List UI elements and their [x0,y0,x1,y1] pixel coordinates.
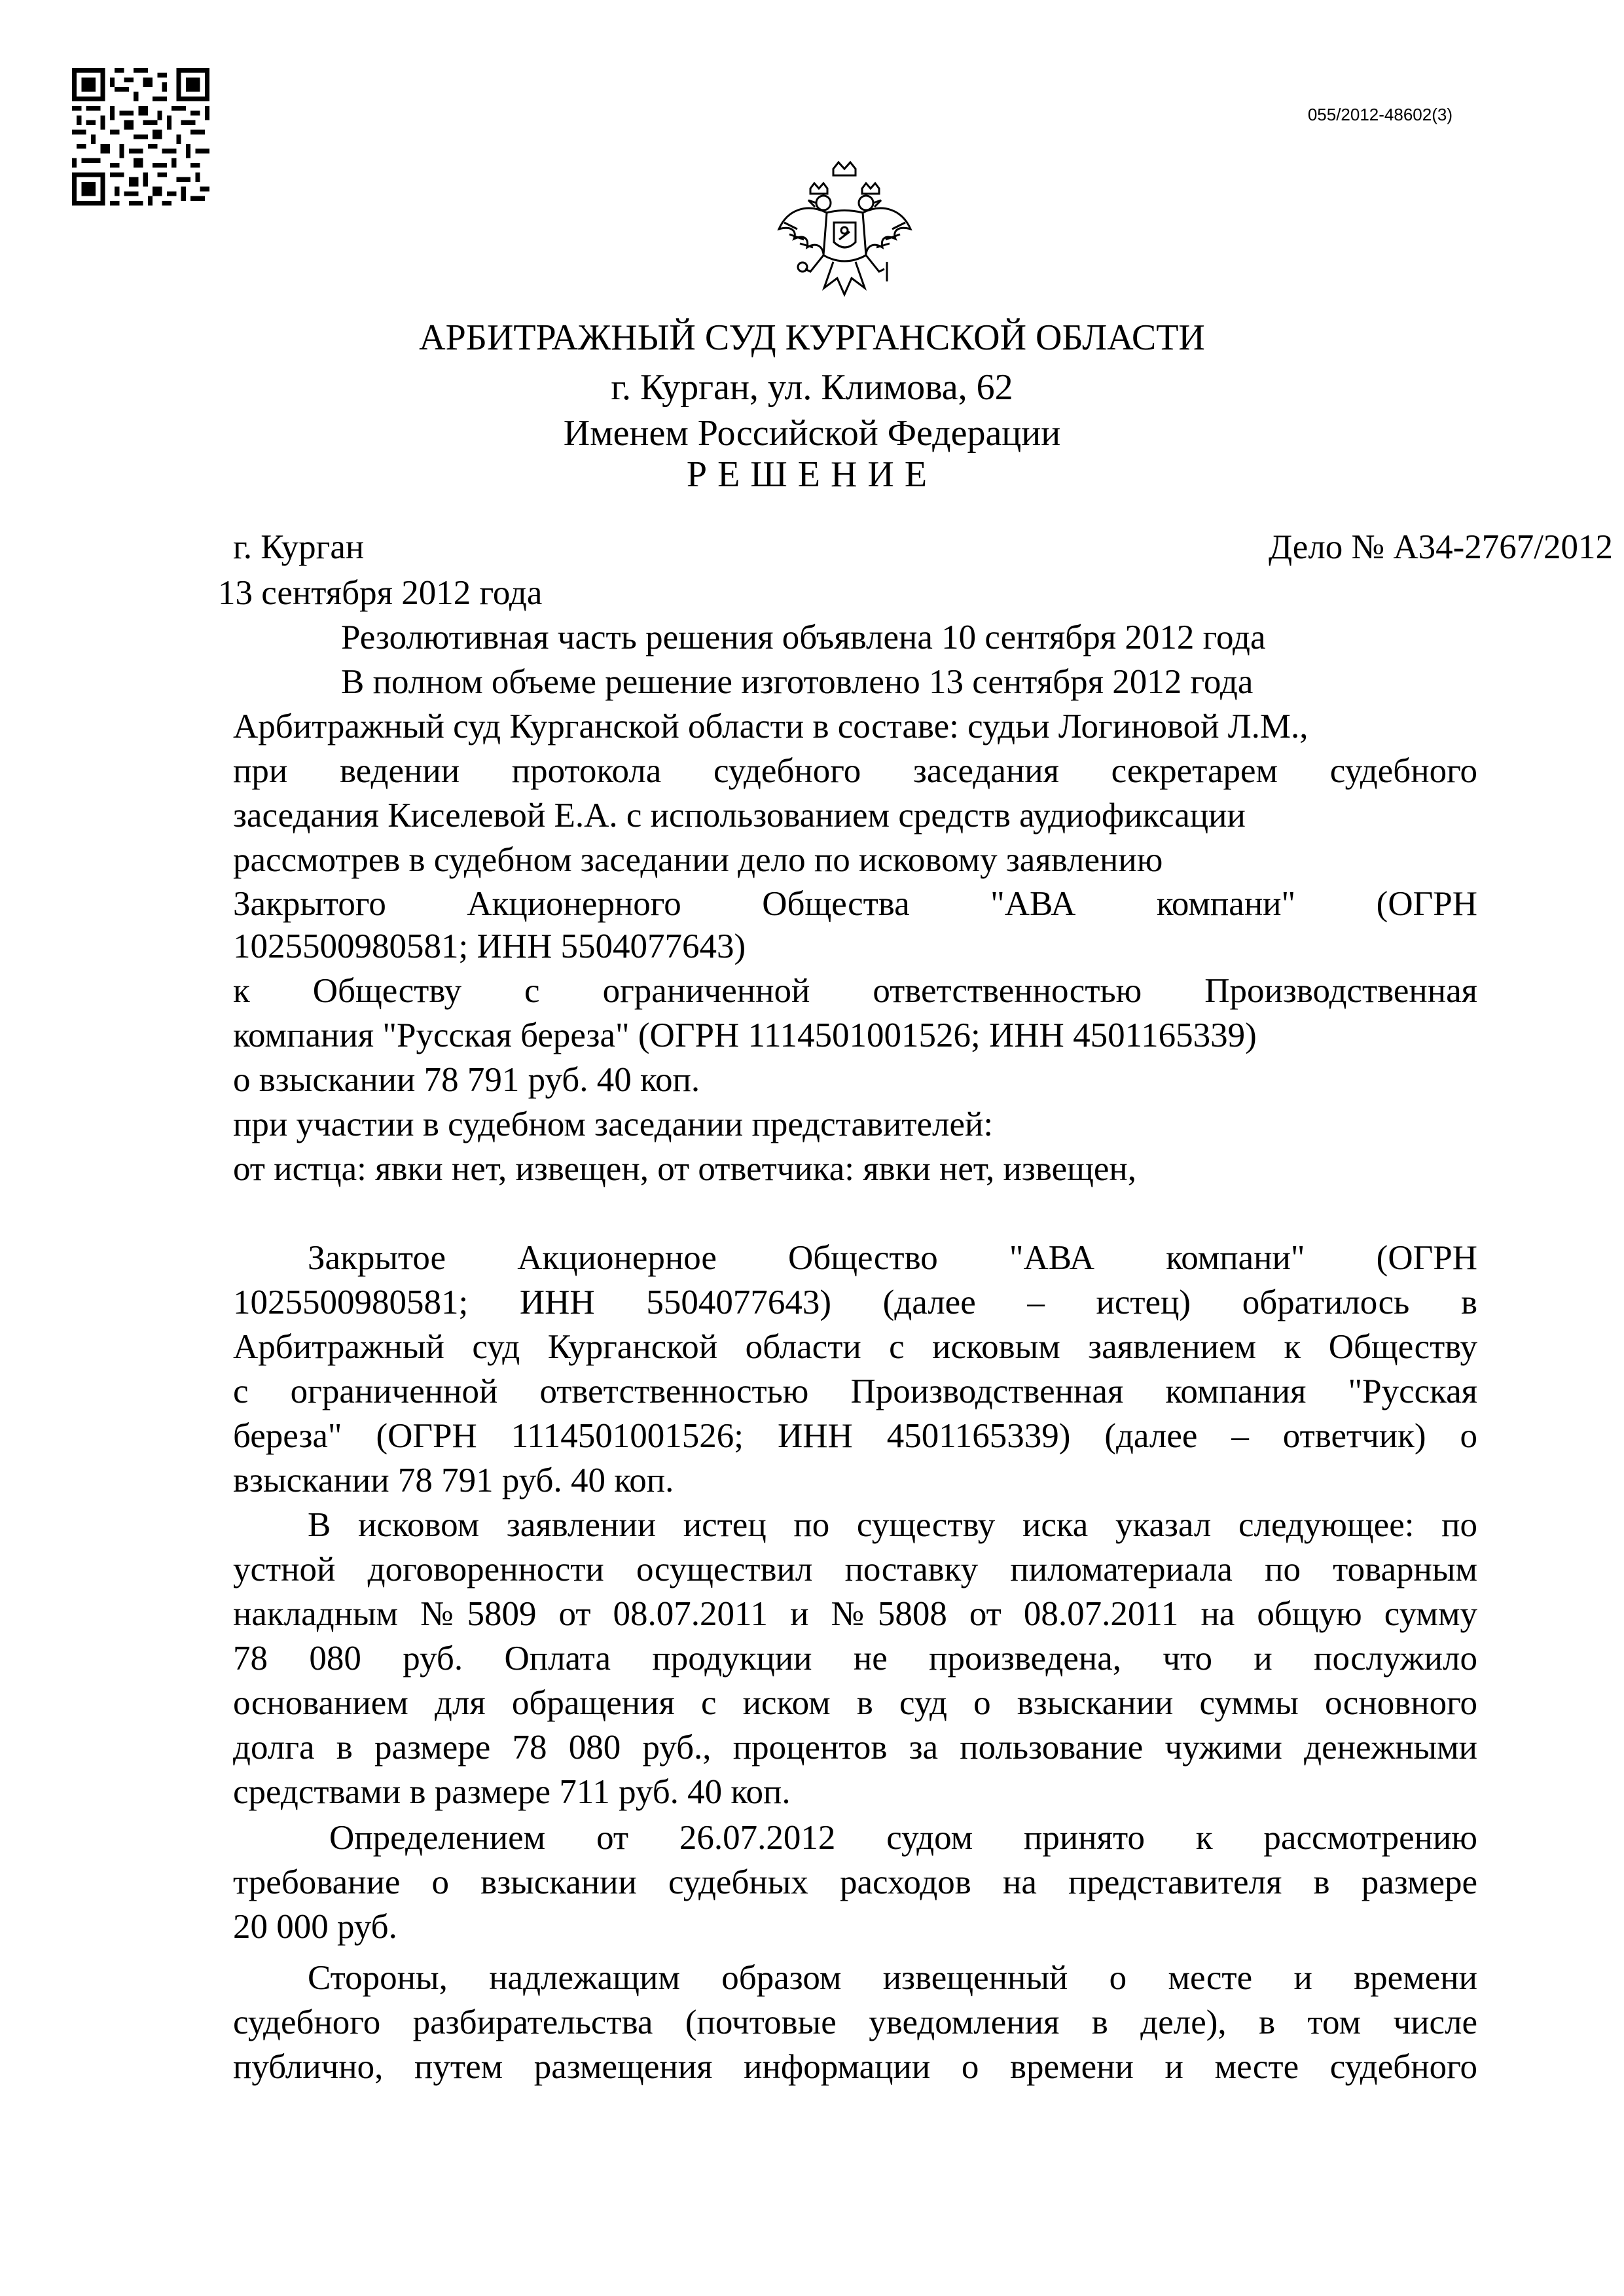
body-line: накладным №5809 от 08.07.2011 и №5808 от 08.07.2011 на общую сумму [233,1595,1477,1633]
case-number: Дело № А34-2767/2012 [1269,528,1613,566]
document-type: РЕШЕНИЕ [686,454,938,495]
intro-line: при ведении протокола судебного заседания секретарем судебного [233,752,1477,790]
body-line: средствами в размере 711 руб. 40 коп. [233,1773,791,1811]
body-line: публично, путем размещения информации о времени и месте судебного [233,2048,1477,2086]
body-line: с ограниченной ответственностью Производственная компания "Русская [233,1372,1477,1410]
body-line: 1025500980581; ИНН 5504077643) (далее – истец) обратилось в [233,1283,1477,1321]
decision-date: 13 сентября 2012 года [218,574,543,612]
court-address: г. Курган, ул. Климова, 62 [611,367,1013,408]
body-line: судебного разбирательства (почтовые уведомления в деле), в том числе [233,2003,1477,2041]
court-name: АРБИТРАЖНЫЙ СУД КУРГАНСКОЙ ОБЛАСТИ [419,317,1205,358]
body-line: 20 000 руб. [233,1908,397,1946]
intro-line: 1025500980581; ИНН 5504077643) [233,927,746,965]
intro-line: компания "Русская береза" (ОГРН 1114501001526; ИНН 4501165339) [233,1016,1257,1054]
body-line: Закрытое Акционерное Общество "АВА компани" (ОГРН [308,1239,1477,1277]
document-number: 055/2012-48602(3) [1307,105,1453,124]
intro-line: о взыскании 78 791 руб. 40 коп. [233,1061,700,1099]
body-line: Арбитражный суд Курганской области с исковым заявлением к Обществу [233,1328,1477,1366]
body-line: Определением от 26.07.2012 судом принято к рассмотрению [329,1819,1477,1857]
qr-code [72,68,209,206]
resolution-announced: Резолютивная часть решения объявлена 10 сентября 2012 года [341,619,1266,656]
body-line: требование о взыскании судебных расходов на представителя в размере [233,1863,1477,1901]
body-line: береза" (ОГРН 1114501001526; ИНН 4501165339) (далее – ответчик) о [233,1417,1477,1455]
intro-line: Закрытого Акционерного Общества "АВА компани" (ОГРН [233,885,1477,923]
body-line: В исковом заявлении истец по существу иска указал следующее: по [308,1506,1477,1544]
in-the-name-of: Именем Российской Федерации [563,413,1061,454]
intro-line: Арбитражный суд Курганской области в составе: судьи Логиновой Л.М., [233,708,1308,745]
intro-line: рассмотрев в судебном заседании дело по исковому заявлению [233,841,1163,879]
full-decision-made: В полном объеме решение изготовлено 13 сентября 2012 года [341,663,1254,701]
body-line: долга в размере 78 080 руб., процентов за пользование чужими денежными [233,1729,1477,1767]
intro-line: от истца: явки нет, извещен, от ответчика: явки нет, извещен, [233,1150,1137,1188]
place-case-row [233,522,1613,572]
city: г. Курган [233,528,365,566]
intro-line: заседания Киселевой Е.А. с использованием средств аудиофиксации [233,797,1246,834]
body-line: взыскании 78 791 руб. 40 коп. [233,1462,674,1499]
body-line: 78 080 руб. Оплата продукции не произведена, что и послужило [233,1640,1477,1677]
coat-of-arms-emblem [771,157,918,314]
body-line: Стороны, надлежащим образом извещенный о месте и времени [308,1959,1477,1997]
body-line: основанием для обращения с иском в суд о взыскании суммы основного [233,1684,1477,1722]
intro-line: к Обществу с ограниченной ответственностью Производственная [233,972,1477,1010]
intro-line: при участии в судебном заседании представителей: [233,1105,994,1143]
body-line: устной договоренности осуществил поставку пиломатериала по товарным [233,1551,1477,1588]
